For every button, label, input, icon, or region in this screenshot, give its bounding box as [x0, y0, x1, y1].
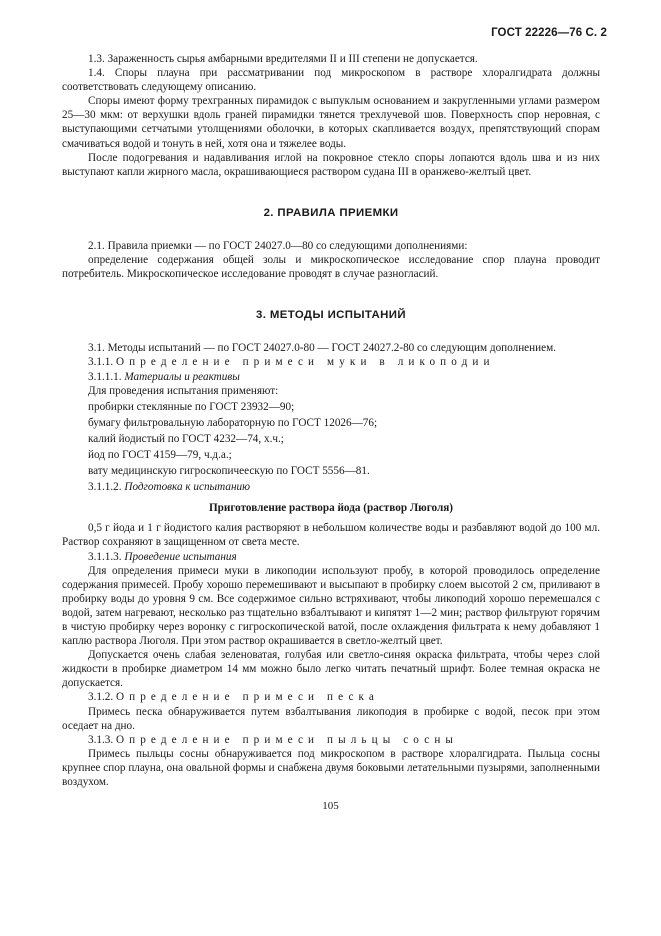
- paragraph-heating: После подогревания и надавливания иглой на покровное стекло споры лопаются вдоль шва и из них выступают капли жирного масла, окрашивающиеся раствором судана III в оранжево-желтый цвет.: [62, 151, 600, 178]
- subsection-3-1-1-1-number: 3.1.1.1.: [88, 370, 122, 383]
- subsection-3-1-1-1: [62, 370, 600, 384]
- subsection-3-1-3: [62, 733, 600, 747]
- subsection-3-1-1-2-number: 3.1.1.2.: [88, 481, 122, 494]
- material-item: бумагу фильтровальную лабораторную по ГОСТ 12026—76;: [88, 416, 378, 429]
- paragraph-procedure: Для определения примеси муки в ликоподии используют пробу, в которой проводилось определение содержания примесей. Пробу хорошо перемешивают и высыпают в пробирку слоем высотой 2 см, приливают в пробирку воды до уровня 9 см. Все содержимое сильно встряхивают, чтобы ликоподий хорошо перемешался с водой, затем нагревают, несколько раз тщательно взбалтывают и кипятят 1—2 мин; раствор фильтруют горячим в чистую пробирку через воронку с гигроскопической ватой, после охлаждения фильтрата к нему добавляют 1 каплю раствора Люголя. При этом раствор окрашивается в светло-желтый цвет.: [62, 564, 600, 648]
- subsection-3-1-1-2: [62, 480, 600, 494]
- material-item: пробирки стеклянные по ГОСТ 23932—90;: [88, 400, 295, 413]
- paragraph-apply: Для проведения испытания применяют:: [88, 384, 279, 397]
- subsection-3-1-3-title: Определение примеси пыльцы сосны: [115, 733, 459, 746]
- lugol-solution-title: Приготовление раствора йода (раствор Люголя): [208, 502, 454, 515]
- paragraph-2-1-text: определение содержания общей золы и микроскопическое исследование спор плауна проводит потребитель. Микроскопическое исследование проводят в случае разногласий.: [62, 254, 600, 281]
- material-item: йод по ГОСТ 4159—79, ч.д.а.;: [88, 448, 232, 461]
- material-item: калий йодистый по ГОСТ 4232—74, х.ч.;: [88, 432, 284, 445]
- page-number: 105: [322, 800, 339, 812]
- section-3-title: 3. МЕТОДЫ ИСПЫТАНИЙ: [256, 309, 406, 322]
- subsection-3-1-3-number: 3.1.3.: [88, 733, 114, 746]
- paragraph-pollen: Примесь пыльцы сосны обнаруживается под микроскопом в растворе хлоралгидрата. Пыльца сосны крупнее спор плауна, она овальной формы и снабжена двумя боковыми летательными пузырями, заполненными воздухом.: [62, 747, 600, 789]
- subsection-3-1-1-3-number: 3.1.1.3.: [88, 550, 122, 563]
- paragraph-sand: Примесь песка обнаруживается путем взбалтывания ликоподия в пробирке с водой, песок при этом оседает на дно.: [62, 705, 600, 732]
- subsection-3-1-1-title: Определение примеси муки в ликоподии: [115, 356, 495, 369]
- paragraph-2-1: 2.1. Правила приемки — по ГОСТ 24027.0—80 со следующими дополнениями:: [88, 239, 468, 252]
- document-body: [62, 52, 600, 789]
- paragraph-lugol: 0,5 г йода и 1 г йодистого калия растворяют в небольшом количестве воды и разбавляют водой до 100 мл. Раствор сохраняют в защищенном от света месте.: [62, 522, 600, 549]
- section-2-title: 2. ПРАВИЛА ПРИЕМКИ: [263, 206, 399, 219]
- subsection-3-1-1-3: [62, 550, 600, 564]
- subsection-3-1-1-number: 3.1.1.: [88, 356, 114, 369]
- paragraph-spores-description: Споры имеют форму трехгранных пирамидок с выпуклым основанием и закругленными углами размером 25—30 мкм: от верхушки вдоль граней пирамидки тянется трехлучевой шов. Поверхность спор неровная, с выступающими сетчатыми утолщениями оболочки, в которых скапливается воздух, препятствующий спорам смачиваться водой и тонуть в ней, хотя она и тяжелее воды.: [62, 95, 600, 150]
- paragraph-1-3: 1.3. Зараженность сырья амбарными вредителями II и III степени не допускается.: [88, 53, 478, 65]
- subsection-3-1-1-3-title: Проведение испытания: [124, 550, 237, 563]
- paragraph-3-1: 3.1. Методы испытаний — по ГОСТ 24027.0-80 — ГОСТ 24027.2-80 со следующим дополнением.: [88, 342, 556, 355]
- subsection-3-1-2-title: Определение примеси песка: [115, 691, 379, 704]
- material-item: вату медицинскую гигроскопичеескую по ГОСТ 5556—81.: [88, 465, 370, 478]
- subsection-3-1-1: [62, 355, 600, 369]
- paragraph-1-4: 1.4. Споры плауна при рассматривании под микроскопом в растворе хлоралгидрата должны соответствовать следующему описанию.: [62, 67, 600, 94]
- subsection-3-1-1-2-title: Подготовка к испытанию: [124, 481, 250, 494]
- subsection-3-1-1-1-title: Материалы и реактивы: [124, 370, 240, 383]
- subsection-3-1-2: [62, 690, 600, 704]
- paragraph-allowed-coloration: Допускается очень слабая зеленоватая, голубая или светло-синяя окраска фильтрата, чтобы через слой жидкости в пробирке диаметром 14 мм можно было легко читать печатный шрифт. Более темная окраска не допускается.: [62, 649, 600, 690]
- subsection-3-1-2-number: 3.1.2.: [88, 691, 114, 704]
- page-header: ГОСТ 22226—76 С. 2: [491, 27, 607, 39]
